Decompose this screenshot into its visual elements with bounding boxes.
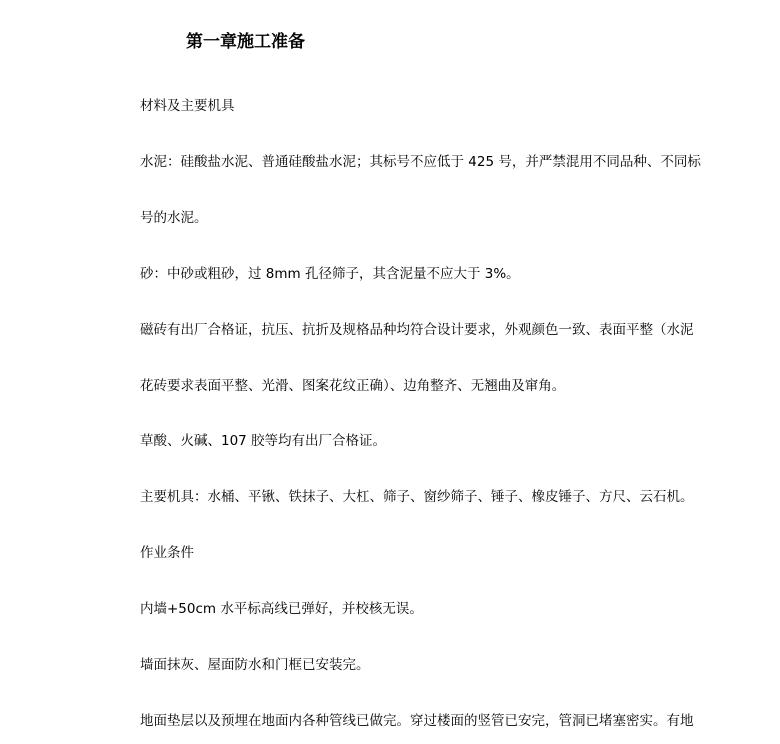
paragraph-line: 墙面抹灰、屋面防水和门框已安装完。 <box>140 657 370 673</box>
paragraph-line: 草酸、火碱、107 胶等均有出厂合格证。 <box>140 433 387 449</box>
section-heading-conditions: 作业条件 <box>140 545 194 561</box>
paragraph-line: 主要机具：水桶、平锹、铁抹子、大杠、筛子、窗纱筛子、锤子、橡皮锤子、方尺、云石机。 <box>140 489 694 505</box>
paragraph-line: 砂：中砂或粗砂，过 8mm 孔径筛子，其含泥量不应大于 3%。 <box>140 266 520 282</box>
paragraph-line: 号的水泥。 <box>140 210 208 226</box>
paragraph-line: 水泥：硅酸盐水泥、普通硅酸盐水泥；其标号不应低于 425 号，并严禁混用不同品种、不同标 <box>140 154 701 170</box>
section-heading-materials: 材料及主要机具 <box>140 98 235 114</box>
chapter-title: 第一章施工准备 <box>186 32 305 52</box>
paragraph-line: 花砖要求表面平整、光滑、图案花纹正确）、边角整齐、无翘曲及窜角。 <box>140 378 566 394</box>
paragraph-line: 内墙+50cm 水平标高线已弹好，并校核无误。 <box>140 601 423 617</box>
paragraph-line: 地面垫层以及预埋在地面内各种管线已做完。穿过楼面的竖管已安完，管洞已堵塞密实。有地 <box>140 713 694 729</box>
paragraph-line: 磁砖有出厂合格证，抗压、抗折及规格品种均符合设计要求，外观颜色一致、表面平整（水泥 <box>140 322 694 338</box>
